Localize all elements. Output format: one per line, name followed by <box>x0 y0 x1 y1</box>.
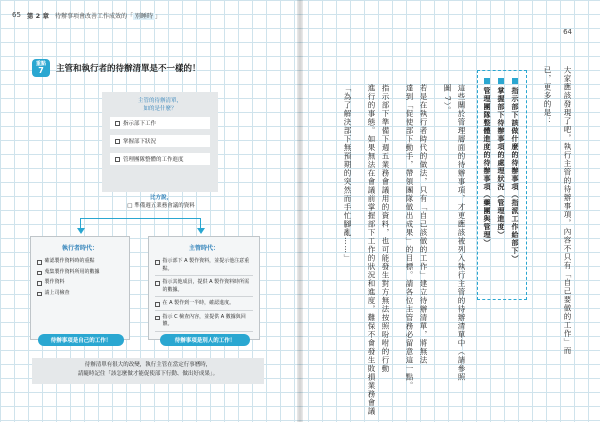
checkbox-icon <box>37 260 42 265</box>
manager-column-title: 主管時代： <box>188 245 219 252</box>
manager-col-item-label: 指示其他成員，提供 A 製作資料時所需的數據。 <box>162 279 250 293</box>
manager-column <box>148 236 260 340</box>
body-column: 達到「促使部下動手，帶領團隊做出成果」的目標。請各位主管務必留意這一點。 <box>405 84 414 390</box>
body-column: 若是在執行者時代的做法，只有「自己該做的工作」建立待辦清單，將無法 <box>419 84 428 365</box>
body-column: 「為了解決部下無預期的突然而手忙腳亂……」 <box>343 84 352 263</box>
bullet-text: 指示部下該做什麼的待辦事項（指派工作給部下） <box>511 87 519 263</box>
manager-col-item <box>155 314 253 332</box>
manager-item-label: 掌握部下狀況 <box>123 139 157 146</box>
manager-col-item <box>155 258 253 276</box>
page-number: 65 <box>12 11 21 19</box>
executor-item <box>37 279 123 287</box>
bullet-text: 掌握部下待辦事項的處理狀況（管理進度） <box>497 87 505 239</box>
square-bullet-icon <box>484 78 490 84</box>
section-title: 主管和執行者的待辦清單是不一樣的！ <box>56 64 201 74</box>
square-bullet-icon <box>498 78 504 84</box>
body-column: 進行的事態。如果無法在會議前掌握部下工作的狀況和進度，難保不會發生敗損業務會議 <box>367 84 376 416</box>
summary-box <box>32 358 264 384</box>
checkbox-icon <box>155 281 160 286</box>
executor-item <box>37 258 123 266</box>
manager-item <box>110 153 210 165</box>
chapter-tag: 第 2 章 <box>26 11 49 20</box>
arrow-left-head <box>77 228 85 234</box>
caption-line-1: 主管的待辦清單， <box>137 98 182 104</box>
arrow-stem <box>80 218 200 219</box>
checkbox-icon <box>37 281 42 286</box>
executor-item-label: 確認製作資料時的重點 <box>44 258 95 264</box>
manager-col-item-label: 指示 C 檢查內容，並提供 A 數據與回饋。 <box>162 313 246 327</box>
arrow-right-head <box>197 228 205 234</box>
manager-pill: 待辦事項是別人的工作！ <box>160 334 250 346</box>
left-page-header <box>12 8 288 22</box>
executor-item <box>37 269 123 277</box>
manager-col-item <box>155 279 253 297</box>
executor-item-label: 請上司檢查 <box>44 289 70 296</box>
running-title-highlight: 別睡時 <box>135 12 154 20</box>
executor-item <box>37 290 123 298</box>
bullet-item <box>496 78 506 239</box>
point-badge-number: 7 <box>38 65 44 75</box>
checkbox-icon <box>37 292 42 297</box>
running-title-text: 待辦事項會改善工作成效的「 <box>54 12 133 20</box>
checkbox-icon <box>155 302 160 307</box>
manager-item-label: 管理團隊整體的工作進度 <box>123 157 184 164</box>
manager-col-item-label: 在 A 製作到一半時，確認進度。 <box>162 300 235 306</box>
manager-todo-box <box>102 92 218 192</box>
example-label <box>96 194 226 211</box>
summary-line-1: 待辦清單有很大的改變，執行主管在當定行事曆時， <box>84 362 212 368</box>
running-title-end: 」 <box>155 12 162 20</box>
manager-item <box>110 117 210 129</box>
executor-column-title: 執行者時代： <box>61 245 98 252</box>
manager-item <box>110 135 210 147</box>
checkbox-icon <box>155 316 160 321</box>
body-column: 這些關於管理層面的待辦事項，才更應該被列入執行主管的待辦清單中（請參照 <box>457 84 466 382</box>
bullet-item <box>510 78 520 263</box>
checkbox-icon <box>115 157 120 162</box>
summary-line-2: 請隨時記住「該怎麼做才能促使部下行動、做出好成果」。 <box>77 370 219 377</box>
body-column: 已，更多的是： <box>543 66 552 126</box>
checkbox-icon <box>115 139 120 144</box>
running-title <box>55 11 161 20</box>
checkbox-icon <box>115 121 120 126</box>
caption-line-2: 如的是什麼？ <box>143 105 177 112</box>
executor-item-label: 蒐集製作資料所用的數據 <box>44 268 100 275</box>
manager-item-label: 指示部下工作 <box>123 121 157 128</box>
bullet-item <box>482 78 492 247</box>
manager-col-item <box>155 300 253 311</box>
page-number-right: 64 <box>563 28 572 36</box>
executor-item-label: 製作資料 <box>44 279 65 285</box>
checkbox-icon <box>37 271 42 276</box>
checkbox-icon <box>155 260 160 265</box>
example-task-text: 準備週五業務會議的資料 <box>134 203 195 210</box>
executor-column <box>30 236 130 340</box>
bullet-text: 管理團隊整體進度的待辦事項（藥團與管理） <box>483 87 491 247</box>
manager-col-item-label: 指示部下 A 製作資料，並提示他注意重點。 <box>162 258 250 272</box>
body-column: 指示部下準備下週五業務會議用的資料，也可能發生對方無法按照吩咐的行動 <box>381 84 390 373</box>
body-column: 圖 7）。 <box>443 84 452 115</box>
executor-pill: 待辦事項是自己的工作！ <box>38 334 124 346</box>
example-task: □ 準備週五業務會議的資料 <box>127 203 195 210</box>
point-badge-label: 重點 <box>35 60 46 67</box>
example-label-line-1: 比方說， <box>149 195 172 201</box>
square-bullet-icon <box>512 78 518 84</box>
section-heading <box>32 58 201 78</box>
manager-box-caption <box>110 98 210 113</box>
point-badge <box>32 59 50 77</box>
body-column: 大家應該發現了吧，執行主管的待辦事項，內容不只有「自己要做的工作」而 <box>563 66 572 355</box>
